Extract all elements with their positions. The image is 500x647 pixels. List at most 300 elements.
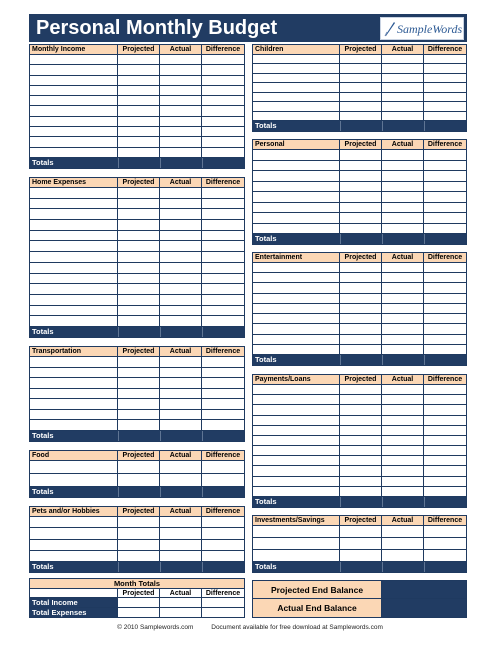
- entry-item-cell[interactable]: [253, 314, 340, 323]
- entry-projected-cell[interactable]: [340, 345, 382, 354]
- total-expenses-actual[interactable]: [160, 608, 202, 618]
- entry-actual-cell[interactable]: [382, 102, 424, 110]
- entry-projected-cell[interactable]: [118, 540, 160, 550]
- entry-item-cell[interactable]: [30, 461, 118, 473]
- entry-difference-cell[interactable]: [424, 283, 466, 292]
- entry-actual-cell[interactable]: [382, 487, 424, 496]
- entry-projected-cell[interactable]: [340, 283, 382, 292]
- entry-difference-cell[interactable]: [202, 316, 244, 326]
- entry-projected-cell[interactable]: [118, 410, 160, 420]
- entry-actual-cell[interactable]: [382, 203, 424, 213]
- entry-item-cell[interactable]: [30, 127, 118, 136]
- entry-actual-cell[interactable]: [160, 106, 202, 115]
- entry-projected-cell[interactable]: [118, 551, 160, 561]
- entry-item-cell[interactable]: [253, 102, 340, 110]
- total-projected[interactable]: [340, 234, 382, 244]
- entry-difference-cell[interactable]: [424, 273, 466, 282]
- entry-item-cell[interactable]: [30, 357, 118, 367]
- entry-difference-cell[interactable]: [424, 304, 466, 313]
- entry-projected-cell[interactable]: [118, 86, 160, 95]
- entry-actual-cell[interactable]: [160, 96, 202, 105]
- entry-projected-cell[interactable]: [118, 295, 160, 305]
- entry-item-cell[interactable]: [253, 171, 340, 181]
- entry-actual-cell[interactable]: [160, 461, 202, 473]
- entry-actual-cell[interactable]: [382, 446, 424, 455]
- entry-projected-cell[interactable]: [340, 395, 382, 404]
- total-projected[interactable]: [118, 562, 160, 572]
- entry-difference-cell[interactable]: [424, 538, 466, 549]
- entry-difference-cell[interactable]: [202, 76, 244, 85]
- entry-item-cell[interactable]: [30, 96, 118, 105]
- entry-projected-cell[interactable]: [118, 220, 160, 230]
- total-actual[interactable]: [160, 562, 202, 572]
- entry-actual-cell[interactable]: [160, 284, 202, 294]
- entry-projected-cell[interactable]: [340, 93, 382, 101]
- entry-item-cell[interactable]: [253, 324, 340, 333]
- entry-item-cell[interactable]: [253, 150, 340, 160]
- entry-projected-cell[interactable]: [118, 461, 160, 473]
- entry-actual-cell[interactable]: [160, 148, 202, 157]
- entry-difference-cell[interactable]: [202, 368, 244, 378]
- entry-item-cell[interactable]: [253, 213, 340, 223]
- entry-projected-cell[interactable]: [340, 385, 382, 394]
- actual-end-balance-value[interactable]: [382, 599, 466, 617]
- entry-difference-cell[interactable]: [202, 106, 244, 115]
- entry-difference-cell[interactable]: [424, 345, 466, 354]
- entry-projected-cell[interactable]: [118, 368, 160, 378]
- total-income-projected[interactable]: [118, 598, 160, 607]
- entry-item-cell[interactable]: [30, 517, 118, 527]
- entry-difference-cell[interactable]: [202, 378, 244, 388]
- entry-projected-cell[interactable]: [118, 127, 160, 136]
- entry-actual-cell[interactable]: [160, 137, 202, 146]
- entry-projected-cell[interactable]: [340, 314, 382, 323]
- entry-difference-cell[interactable]: [202, 474, 244, 486]
- entry-actual-cell[interactable]: [160, 306, 202, 316]
- entry-actual-cell[interactable]: [160, 127, 202, 136]
- entry-item-cell[interactable]: [30, 148, 118, 157]
- entry-actual-cell[interactable]: [160, 316, 202, 326]
- entry-item-cell[interactable]: [253, 263, 340, 272]
- total-difference[interactable]: [202, 158, 244, 168]
- entry-difference-cell[interactable]: [424, 74, 466, 82]
- entry-difference-cell[interactable]: [202, 148, 244, 157]
- entry-item-cell[interactable]: [30, 65, 118, 74]
- total-actual[interactable]: [382, 121, 424, 131]
- entry-difference-cell[interactable]: [202, 209, 244, 219]
- entry-difference-cell[interactable]: [424, 405, 466, 414]
- entry-difference-cell[interactable]: [202, 65, 244, 74]
- entry-item-cell[interactable]: [253, 436, 340, 445]
- entry-difference-cell[interactable]: [424, 161, 466, 171]
- entry-projected-cell[interactable]: [340, 426, 382, 435]
- entry-projected-cell[interactable]: [118, 231, 160, 241]
- total-projected[interactable]: [340, 497, 382, 507]
- entry-projected-cell[interactable]: [340, 102, 382, 110]
- entry-difference-cell[interactable]: [424, 487, 466, 496]
- entry-item-cell[interactable]: [253, 538, 340, 549]
- entry-item-cell[interactable]: [30, 389, 118, 399]
- entry-difference-cell[interactable]: [202, 231, 244, 241]
- entry-difference-cell[interactable]: [424, 395, 466, 404]
- entry-projected-cell[interactable]: [340, 466, 382, 475]
- entry-actual-cell[interactable]: [382, 550, 424, 561]
- entry-projected-cell[interactable]: [118, 263, 160, 273]
- entry-projected-cell[interactable]: [340, 203, 382, 213]
- entry-projected-cell[interactable]: [118, 106, 160, 115]
- entry-actual-cell[interactable]: [382, 466, 424, 475]
- entry-item-cell[interactable]: [253, 112, 340, 120]
- entry-projected-cell[interactable]: [340, 83, 382, 91]
- entry-actual-cell[interactable]: [160, 76, 202, 85]
- entry-projected-cell[interactable]: [340, 446, 382, 455]
- entry-projected-cell[interactable]: [118, 188, 160, 198]
- total-expenses-projected[interactable]: [118, 608, 160, 618]
- entry-difference-cell[interactable]: [424, 224, 466, 234]
- total-actual[interactable]: [160, 327, 202, 337]
- entry-item-cell[interactable]: [253, 83, 340, 91]
- entry-difference-cell[interactable]: [424, 263, 466, 272]
- entry-item-cell[interactable]: [30, 55, 118, 64]
- entry-projected-cell[interactable]: [118, 65, 160, 74]
- entry-item-cell[interactable]: [30, 378, 118, 388]
- projected-end-balance-value[interactable]: [382, 581, 466, 599]
- entry-actual-cell[interactable]: [160, 399, 202, 409]
- entry-difference-cell[interactable]: [202, 220, 244, 230]
- entry-projected-cell[interactable]: [118, 474, 160, 486]
- entry-difference-cell[interactable]: [202, 188, 244, 198]
- entry-item-cell[interactable]: [30, 209, 118, 219]
- entry-item-cell[interactable]: [253, 385, 340, 394]
- entry-difference-cell[interactable]: [202, 399, 244, 409]
- entry-item-cell[interactable]: [253, 161, 340, 171]
- entry-item-cell[interactable]: [30, 420, 118, 430]
- entry-actual-cell[interactable]: [160, 263, 202, 273]
- entry-projected-cell[interactable]: [118, 517, 160, 527]
- entry-actual-cell[interactable]: [160, 528, 202, 538]
- entry-actual-cell[interactable]: [160, 220, 202, 230]
- entry-actual-cell[interactable]: [160, 65, 202, 74]
- entry-actual-cell[interactable]: [160, 86, 202, 95]
- entry-item-cell[interactable]: [253, 304, 340, 313]
- entry-projected-cell[interactable]: [118, 76, 160, 85]
- entry-difference-cell[interactable]: [202, 55, 244, 64]
- entry-item-cell[interactable]: [30, 368, 118, 378]
- entry-item-cell[interactable]: [30, 410, 118, 420]
- entry-projected-cell[interactable]: [340, 150, 382, 160]
- entry-projected-cell[interactable]: [118, 96, 160, 105]
- entry-item-cell[interactable]: [30, 284, 118, 294]
- entry-actual-cell[interactable]: [382, 395, 424, 404]
- entry-item-cell[interactable]: [253, 55, 340, 63]
- entry-difference-cell[interactable]: [424, 213, 466, 223]
- entry-actual-cell[interactable]: [382, 161, 424, 171]
- entry-item-cell[interactable]: [30, 295, 118, 305]
- entry-difference-cell[interactable]: [424, 335, 466, 344]
- entry-item-cell[interactable]: [253, 192, 340, 202]
- entry-projected-cell[interactable]: [340, 436, 382, 445]
- entry-difference-cell[interactable]: [424, 102, 466, 110]
- entry-projected-cell[interactable]: [340, 335, 382, 344]
- entry-actual-cell[interactable]: [382, 192, 424, 202]
- entry-projected-cell[interactable]: [340, 161, 382, 171]
- entry-actual-cell[interactable]: [160, 410, 202, 420]
- entry-difference-cell[interactable]: [202, 117, 244, 126]
- total-projected[interactable]: [118, 158, 160, 168]
- entry-projected-cell[interactable]: [340, 405, 382, 414]
- total-projected[interactable]: [340, 355, 382, 365]
- entry-projected-cell[interactable]: [340, 304, 382, 313]
- entry-actual-cell[interactable]: [160, 231, 202, 241]
- entry-projected-cell[interactable]: [340, 416, 382, 425]
- entry-difference-cell[interactable]: [202, 528, 244, 538]
- entry-actual-cell[interactable]: [382, 93, 424, 101]
- total-projected[interactable]: [118, 487, 160, 497]
- entry-item-cell[interactable]: [30, 86, 118, 95]
- entry-difference-cell[interactable]: [424, 150, 466, 160]
- entry-actual-cell[interactable]: [382, 263, 424, 272]
- entry-actual-cell[interactable]: [382, 335, 424, 344]
- entry-difference-cell[interactable]: [424, 294, 466, 303]
- total-difference[interactable]: [424, 355, 466, 365]
- entry-actual-cell[interactable]: [382, 405, 424, 414]
- entry-actual-cell[interactable]: [382, 294, 424, 303]
- total-actual[interactable]: [382, 234, 424, 244]
- entry-item-cell[interactable]: [30, 474, 118, 486]
- total-difference[interactable]: [424, 497, 466, 507]
- entry-actual-cell[interactable]: [382, 83, 424, 91]
- entry-projected-cell[interactable]: [340, 182, 382, 192]
- entry-difference-cell[interactable]: [424, 171, 466, 181]
- entry-difference-cell[interactable]: [424, 436, 466, 445]
- entry-difference-cell[interactable]: [202, 284, 244, 294]
- entry-item-cell[interactable]: [253, 224, 340, 234]
- entry-projected-cell[interactable]: [118, 389, 160, 399]
- entry-actual-cell[interactable]: [382, 416, 424, 425]
- entry-item-cell[interactable]: [30, 76, 118, 85]
- entry-actual-cell[interactable]: [382, 283, 424, 292]
- entry-item-cell[interactable]: [253, 405, 340, 414]
- entry-actual-cell[interactable]: [160, 540, 202, 550]
- entry-difference-cell[interactable]: [202, 306, 244, 316]
- entry-item-cell[interactable]: [30, 540, 118, 550]
- entry-difference-cell[interactable]: [202, 241, 244, 251]
- entry-item-cell[interactable]: [30, 252, 118, 262]
- entry-difference-cell[interactable]: [424, 550, 466, 561]
- entry-actual-cell[interactable]: [382, 304, 424, 313]
- entry-difference-cell[interactable]: [424, 426, 466, 435]
- entry-actual-cell[interactable]: [160, 117, 202, 126]
- total-actual[interactable]: [382, 497, 424, 507]
- entry-actual-cell[interactable]: [160, 389, 202, 399]
- entry-item-cell[interactable]: [30, 106, 118, 115]
- entry-item-cell[interactable]: [253, 335, 340, 344]
- entry-projected-cell[interactable]: [118, 378, 160, 388]
- entry-difference-cell[interactable]: [424, 526, 466, 537]
- entry-actual-cell[interactable]: [160, 517, 202, 527]
- entry-difference-cell[interactable]: [202, 96, 244, 105]
- entry-difference-cell[interactable]: [202, 551, 244, 561]
- total-actual[interactable]: [382, 562, 424, 572]
- entry-item-cell[interactable]: [253, 446, 340, 455]
- entry-actual-cell[interactable]: [382, 273, 424, 282]
- total-actual[interactable]: [160, 158, 202, 168]
- entry-difference-cell[interactable]: [202, 199, 244, 209]
- entry-item-cell[interactable]: [253, 416, 340, 425]
- entry-projected-cell[interactable]: [340, 224, 382, 234]
- entry-projected-cell[interactable]: [118, 137, 160, 146]
- entry-item-cell[interactable]: [253, 64, 340, 72]
- entry-projected-cell[interactable]: [340, 192, 382, 202]
- entry-difference-cell[interactable]: [202, 127, 244, 136]
- entry-difference-cell[interactable]: [424, 446, 466, 455]
- entry-actual-cell[interactable]: [160, 368, 202, 378]
- entry-projected-cell[interactable]: [118, 55, 160, 64]
- entry-item-cell[interactable]: [253, 426, 340, 435]
- entry-item-cell[interactable]: [30, 551, 118, 561]
- entry-difference-cell[interactable]: [424, 416, 466, 425]
- entry-item-cell[interactable]: [30, 188, 118, 198]
- total-income-actual[interactable]: [160, 598, 202, 607]
- total-projected[interactable]: [118, 431, 160, 441]
- entry-difference-cell[interactable]: [202, 263, 244, 273]
- entry-projected-cell[interactable]: [118, 528, 160, 538]
- entry-actual-cell[interactable]: [160, 274, 202, 284]
- entry-difference-cell[interactable]: [424, 466, 466, 475]
- total-difference[interactable]: [202, 562, 244, 572]
- entry-projected-cell[interactable]: [340, 550, 382, 561]
- entry-difference-cell[interactable]: [424, 55, 466, 63]
- entry-item-cell[interactable]: [253, 395, 340, 404]
- entry-actual-cell[interactable]: [382, 182, 424, 192]
- entry-projected-cell[interactable]: [340, 74, 382, 82]
- entry-projected-cell[interactable]: [340, 55, 382, 63]
- entry-actual-cell[interactable]: [382, 314, 424, 323]
- entry-item-cell[interactable]: [253, 526, 340, 537]
- entry-difference-cell[interactable]: [202, 274, 244, 284]
- entry-projected-cell[interactable]: [340, 487, 382, 496]
- total-difference[interactable]: [202, 327, 244, 337]
- entry-item-cell[interactable]: [30, 199, 118, 209]
- total-actual[interactable]: [160, 487, 202, 497]
- entry-difference-cell[interactable]: [202, 517, 244, 527]
- entry-actual-cell[interactable]: [382, 477, 424, 486]
- entry-actual-cell[interactable]: [382, 426, 424, 435]
- entry-projected-cell[interactable]: [118, 252, 160, 262]
- total-expenses-difference[interactable]: [202, 608, 244, 618]
- entry-actual-cell[interactable]: [382, 213, 424, 223]
- entry-difference-cell[interactable]: [202, 252, 244, 262]
- entry-actual-cell[interactable]: [382, 224, 424, 234]
- entry-difference-cell[interactable]: [424, 456, 466, 465]
- entry-item-cell[interactable]: [253, 550, 340, 561]
- entry-projected-cell[interactable]: [340, 456, 382, 465]
- entry-projected-cell[interactable]: [118, 117, 160, 126]
- entry-difference-cell[interactable]: [424, 64, 466, 72]
- entry-actual-cell[interactable]: [382, 74, 424, 82]
- entry-difference-cell[interactable]: [202, 540, 244, 550]
- entry-projected-cell[interactable]: [340, 263, 382, 272]
- entry-item-cell[interactable]: [253, 345, 340, 354]
- entry-item-cell[interactable]: [253, 466, 340, 475]
- entry-item-cell[interactable]: [30, 117, 118, 126]
- entry-actual-cell[interactable]: [382, 64, 424, 72]
- entry-item-cell[interactable]: [30, 274, 118, 284]
- entry-projected-cell[interactable]: [340, 294, 382, 303]
- entry-difference-cell[interactable]: [202, 357, 244, 367]
- entry-actual-cell[interactable]: [382, 112, 424, 120]
- entry-difference-cell[interactable]: [424, 192, 466, 202]
- entry-actual-cell[interactable]: [382, 526, 424, 537]
- entry-difference-cell[interactable]: [424, 314, 466, 323]
- entry-projected-cell[interactable]: [340, 526, 382, 537]
- entry-actual-cell[interactable]: [160, 188, 202, 198]
- entry-projected-cell[interactable]: [340, 213, 382, 223]
- entry-projected-cell[interactable]: [118, 420, 160, 430]
- entry-actual-cell[interactable]: [382, 436, 424, 445]
- entry-actual-cell[interactable]: [382, 324, 424, 333]
- entry-actual-cell[interactable]: [382, 171, 424, 181]
- entry-actual-cell[interactable]: [160, 199, 202, 209]
- entry-actual-cell[interactable]: [382, 150, 424, 160]
- entry-projected-cell[interactable]: [118, 209, 160, 219]
- entry-actual-cell[interactable]: [382, 55, 424, 63]
- entry-projected-cell[interactable]: [340, 538, 382, 549]
- entry-projected-cell[interactable]: [118, 199, 160, 209]
- entry-item-cell[interactable]: [253, 294, 340, 303]
- entry-item-cell[interactable]: [253, 93, 340, 101]
- entry-actual-cell[interactable]: [382, 456, 424, 465]
- entry-actual-cell[interactable]: [160, 378, 202, 388]
- entry-item-cell[interactable]: [253, 273, 340, 282]
- entry-projected-cell[interactable]: [118, 357, 160, 367]
- entry-difference-cell[interactable]: [202, 410, 244, 420]
- entry-projected-cell[interactable]: [118, 284, 160, 294]
- total-projected[interactable]: [340, 562, 382, 572]
- entry-item-cell[interactable]: [30, 263, 118, 273]
- entry-actual-cell[interactable]: [382, 385, 424, 394]
- total-projected[interactable]: [118, 327, 160, 337]
- entry-difference-cell[interactable]: [202, 420, 244, 430]
- total-actual[interactable]: [160, 431, 202, 441]
- entry-difference-cell[interactable]: [202, 295, 244, 305]
- entry-difference-cell[interactable]: [424, 83, 466, 91]
- entry-actual-cell[interactable]: [382, 345, 424, 354]
- entry-difference-cell[interactable]: [424, 324, 466, 333]
- entry-item-cell[interactable]: [30, 306, 118, 316]
- entry-item-cell[interactable]: [30, 137, 118, 146]
- entry-projected-cell[interactable]: [340, 171, 382, 181]
- entry-difference-cell[interactable]: [424, 203, 466, 213]
- entry-item-cell[interactable]: [253, 203, 340, 213]
- entry-actual-cell[interactable]: [160, 551, 202, 561]
- entry-projected-cell[interactable]: [118, 241, 160, 251]
- entry-actual-cell[interactable]: [160, 55, 202, 64]
- total-difference[interactable]: [202, 487, 244, 497]
- total-projected[interactable]: [340, 121, 382, 131]
- entry-actual-cell[interactable]: [160, 474, 202, 486]
- entry-item-cell[interactable]: [30, 241, 118, 251]
- entry-projected-cell[interactable]: [118, 316, 160, 326]
- entry-difference-cell[interactable]: [424, 477, 466, 486]
- entry-projected-cell[interactable]: [118, 306, 160, 316]
- entry-actual-cell[interactable]: [160, 420, 202, 430]
- entry-item-cell[interactable]: [30, 528, 118, 538]
- entry-difference-cell[interactable]: [424, 182, 466, 192]
- entry-projected-cell[interactable]: [340, 324, 382, 333]
- total-income-difference[interactable]: [202, 598, 244, 607]
- entry-difference-cell[interactable]: [202, 86, 244, 95]
